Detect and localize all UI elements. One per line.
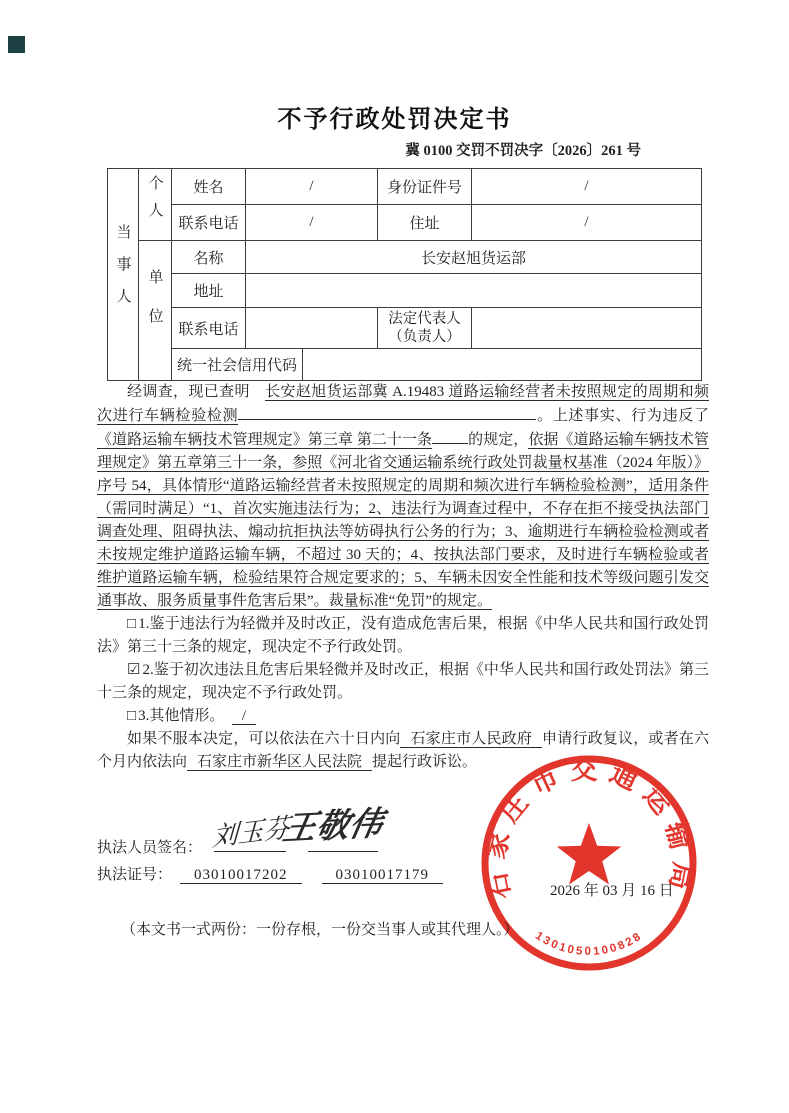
- table-row: [108, 241, 702, 274]
- court-name: 石家庄市新华区人民法院: [187, 754, 372, 771]
- legal-rep-label-line1: 法定代表人: [388, 310, 461, 327]
- official-seal: [477, 751, 701, 975]
- option-1-text: 1.鉴于违法行为轻微并及时改正，没有造成危害后果，根据《中华人民共和国行政处罚法》第三十三条的规定，现决定不予行政处罚。: [97, 616, 709, 655]
- seal-star-icon: [557, 823, 622, 885]
- checkbox-checked-icon: ☑: [127, 662, 141, 678]
- cert-number-line: [97, 863, 443, 884]
- party-label: 当事人: [114, 224, 131, 320]
- violated-provision: 《道路运输车辆技术管理规定》第三章 第二十一条: [97, 432, 433, 448]
- phone-label: 联系电话: [172, 205, 246, 241]
- table-row: [108, 349, 702, 381]
- mid-text: 的规定，: [468, 432, 529, 448]
- name-value: /: [246, 169, 378, 205]
- provision-blank-line: [432, 428, 468, 444]
- violation-intro: 。上述事实、行为违反了: [536, 408, 709, 424]
- org-name-label: 名称: [172, 241, 246, 274]
- party-label-cell: [108, 169, 139, 381]
- checkbox-unchecked-icon: □: [127, 708, 137, 724]
- credit-code-value: [303, 349, 702, 381]
- organization-label: 单位: [146, 269, 163, 347]
- decision-option-2: [97, 659, 709, 705]
- findings-blank-line: [238, 404, 536, 420]
- seal-code-text: 1301050100828: [532, 929, 646, 958]
- seal-organization-text: 石家庄市交通运输局: [479, 755, 699, 902]
- legal-rep-label: [378, 308, 472, 349]
- option-3-fill-value: /: [232, 708, 256, 725]
- org-phone-label: 联系电话: [172, 308, 246, 349]
- legal-basis-text: 依据《道路运输车辆技术管理规定》第五章第三十一条，参照《河北省交通运输系统行政处罚裁量权基准（2024 年版）》序号 54，具体情形“道路运输经营者未按照规定的周期和频次进行车辆检验检测”，适用条件（需同时满足）“1、首次实施违法行为；2、违法行为调查过程中，不存在拒不接受执法部门调查处理、阻碍执法、煽动抗拒执法等妨碍执行公务的行为；3、逾期进行车辆检验检测或者未按规定维护道路运输车辆，不超过 30 天的；4、按执法部门要求，及时进行车辆检验或者维护道路运输车辆，检验结果符合规定要求的；5、车辆未因安全性能和技术等级问题引发交通事故、服务质量事件危害后果”。裁量标准“免罚”的规定。: [97, 432, 709, 609]
- findings-paragraph: [97, 381, 709, 613]
- id-number-label: 身份证件号: [378, 169, 472, 205]
- decision-option-1: [97, 613, 709, 659]
- decision-date: 2026 年 03 月 16 日: [550, 883, 674, 899]
- cert-number-1: 03010017202: [180, 867, 302, 884]
- findings-filled-text: 长安赵旭货运部冀 A.19483 道路运输经营者未按照规定的周期和频次进行车辆检验检测: [97, 384, 709, 424]
- home-address-value: /: [472, 205, 702, 241]
- organization-label-cell: [139, 241, 172, 381]
- individual-label-cell: [139, 169, 172, 241]
- org-name-value: 长安赵旭货运部: [246, 241, 702, 274]
- org-address-label: 地址: [172, 274, 246, 308]
- findings-prefix: 经调查，现已查明: [127, 384, 250, 400]
- org-phone-value: [246, 308, 378, 349]
- option-3-text: 3.其他情形。: [138, 708, 217, 724]
- cert-number-2: 03010017179: [322, 867, 444, 884]
- handwritten-signature-2: 王敬伟: [279, 803, 387, 848]
- table-row: [108, 169, 702, 205]
- home-address-label: 住址: [378, 205, 472, 241]
- phone-value: /: [246, 205, 378, 241]
- option-2-text: 2.鉴于初次违法且危害后果轻微并及时改正，根据《中华人民共和国行政处罚法》第三十三条的规定，现决定不予行政处罚。: [97, 662, 709, 701]
- document-body: [97, 381, 709, 774]
- appeal-part1: 如果不服本决定，可以依法在六十日内向: [127, 731, 401, 747]
- svg-text:1301050100828: [533, 930, 645, 958]
- decision-option-3: [97, 705, 709, 728]
- appeal-part3: 提起行政诉讼。: [372, 754, 478, 770]
- cert-number-label: 执法证号：: [97, 867, 173, 883]
- handwritten-signature-1: 刘玉芬: [211, 813, 291, 853]
- document-title: 不予行政处罚决定书: [277, 106, 512, 133]
- individual-label: 个人: [146, 175, 163, 229]
- table-row: [108, 274, 702, 308]
- legal-rep-label-line2: （负责人）: [388, 329, 461, 345]
- document-number: 冀 0100 交罚不罚决字〔2026〕261 号: [405, 143, 641, 159]
- party-info-table: [107, 168, 702, 381]
- table-row: [108, 308, 702, 349]
- footer-note: （本文书一式两份：一份存根，一份交当事人或其代理人。）: [121, 922, 519, 938]
- id-number-value: /: [472, 169, 702, 205]
- review-organ-name: 石家庄市人民政府: [400, 731, 542, 748]
- table-row: [108, 205, 702, 241]
- legal-rep-value: [472, 308, 702, 349]
- checkbox-unchecked-icon: □: [127, 616, 137, 632]
- scan-artifact-square: [8, 36, 25, 53]
- org-address-value: [246, 274, 702, 308]
- officer-signature-label: 执法人员签名：: [97, 840, 203, 856]
- appeal-part2: 申请行政复议，或者在六个月内依法向: [97, 731, 709, 770]
- credit-code-label: 统一社会信用代码: [172, 349, 303, 381]
- name-label: 姓名: [172, 169, 246, 205]
